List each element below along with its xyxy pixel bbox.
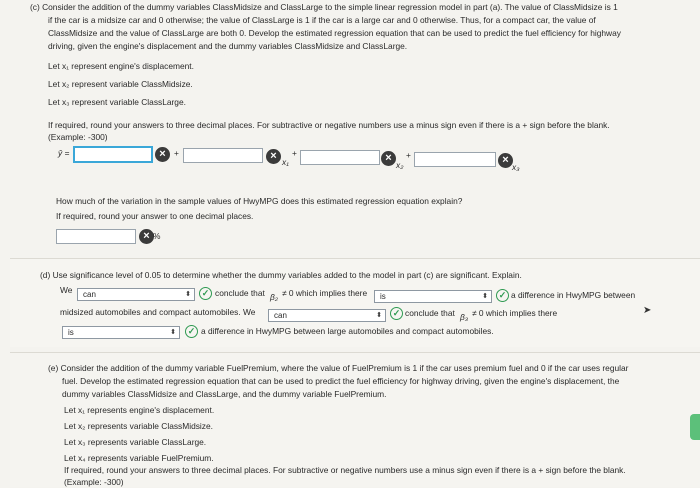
side-tab[interactable] (690, 414, 700, 440)
variation-question: How much of the variation in the sample values of HwyMPG does this estimated regression equation explain? (56, 196, 463, 206)
incorrect-icon: × (139, 229, 154, 244)
dropdown-arrow-icon: ⬍ (185, 291, 191, 298)
plus-sign: + (406, 150, 411, 160)
part-c-intro-1: (c) Consider the addition of the dummy variables ClassMidsize and ClassLarge to the simple linear regression model in part (a). The value of ClassMidsize is 1 (30, 2, 618, 12)
e-var-x2-label: Let x₂ represents variable ClassMidsize. (64, 421, 213, 431)
e-var-x3-label: Let x₃ represents variable ClassLarge. (64, 437, 207, 447)
part-c-intro-4: driving, given the engine's displacement and the dummy variables ClassMidsize and ClassLarge. (48, 41, 408, 51)
term-x2: x₂ (396, 160, 404, 170)
percent-sign: % (153, 231, 161, 241)
intercept-input[interactable] (73, 146, 153, 163)
correct-check-icon: ✓ (390, 307, 403, 320)
beta3-label: β₃ (460, 312, 469, 322)
correct-check-icon: ✓ (199, 287, 212, 300)
can-cannot-select-1[interactable] (77, 288, 195, 301)
e-rounding-instruction: If required, round your answers to three decimal places. For subtractive or negative numbers use a minus sign even if there is a + sign before the blank. (64, 465, 626, 475)
e-rounding-example: (Example: -300) (64, 477, 124, 487)
dropdown-arrow-icon: ⬍ (170, 329, 176, 336)
rounding-instruction: If required, round your answers to three decimal places. For subtractive or negative numbers use a minus sign even if there is a + sign before the blank. (48, 120, 610, 130)
midsized-compact-label: midsized automobiles and compact automobiles. We (60, 307, 256, 317)
select-value: can (83, 290, 96, 299)
part-e-intro-2: fuel. Develop the estimated regression equation that can be used to predict the fuel efficiency for highway driving, given the engine's displacement, the (62, 376, 620, 386)
neq-zero-label: ≠ 0 which implies there (282, 288, 368, 298)
incorrect-icon: × (381, 151, 396, 166)
neq-zero-label: ≠ 0 which implies there (472, 308, 558, 318)
dropdown-arrow-icon: ⬍ (376, 312, 382, 319)
part-e-intro-1: (e) Consider the addition of the dummy variable FuelPremium, where the value of FuelPremium is 1 if the car uses premium fuel and 0 if the car uses regular (48, 363, 629, 373)
rounding-one-decimal: If required, round your answer to one decimal places. (56, 211, 254, 221)
coef-x2-input[interactable] (300, 150, 380, 165)
conclude-that-label: conclude that (405, 308, 455, 318)
var-x2-label: Let x₂ represent variable ClassMidsize. (48, 79, 193, 89)
dropdown-arrow-icon: ⬍ (482, 293, 488, 300)
select-value: is (68, 328, 74, 337)
rounding-example: (Example: -300) (48, 132, 108, 142)
part-c-intro-2: if the car is a midsize car and 0 otherwise; the value of ClassLarge is 1 if the car is a large car and 0 otherwise. Thus, for a compact car, the value of (48, 15, 596, 25)
part-e-intro-3: dummy variables ClassMidsize and ClassLarge, and the dummy variable FuelPremium. (62, 389, 387, 399)
conclude-that-label: conclude that (215, 288, 265, 298)
mouse-cursor-icon: ➤ (643, 305, 652, 316)
difference-large-label: a difference in HwyMPG between large automobiles and compact automobiles. (201, 326, 494, 336)
can-cannot-select-2[interactable] (268, 309, 386, 322)
incorrect-icon: × (498, 153, 513, 168)
part-c-intro-3: ClassMidsize and the value of ClassLarge are both 0. Develop the estimated regression equation that can be used to predict the fuel efficiency for highway (48, 28, 621, 38)
part-d-intro: (d) Use significance level of 0.05 to determine whether the dummy variables added to the model in part (c) are significant. Explain. (40, 270, 522, 280)
plus-sign: + (292, 148, 297, 158)
variation-percent-input[interactable] (56, 229, 136, 244)
coef-x1-input[interactable] (183, 148, 263, 163)
e-var-x4-label: Let x₄ represents variable FuelPremium. (64, 453, 214, 463)
var-x1-label: Let x₁ represent engine's displacement. (48, 61, 194, 71)
correct-check-icon: ✓ (496, 289, 509, 302)
select-value: can (274, 311, 287, 320)
e-var-x1-label: Let x₁ represents engine's displacement. (64, 405, 215, 415)
is-is-not-select-1[interactable] (374, 290, 492, 303)
yhat-label: ŷ = (58, 148, 70, 158)
term-x1: x₁ (282, 157, 289, 167)
select-value: is (380, 292, 386, 301)
coef-x3-input[interactable] (414, 152, 496, 167)
plus-sign: + (174, 148, 179, 158)
incorrect-icon: × (155, 147, 170, 162)
beta2-label: β₂ (270, 292, 278, 302)
we-label: We (60, 285, 73, 295)
incorrect-icon: × (266, 149, 281, 164)
difference-midsize-label: a difference in HwyMPG between (511, 290, 636, 300)
is-is-not-select-2[interactable] (62, 326, 180, 339)
var-x3-label: Let x₃ represent variable ClassLarge. (48, 97, 186, 107)
term-x3: x₃ (512, 162, 520, 172)
correct-check-icon: ✓ (185, 325, 198, 338)
